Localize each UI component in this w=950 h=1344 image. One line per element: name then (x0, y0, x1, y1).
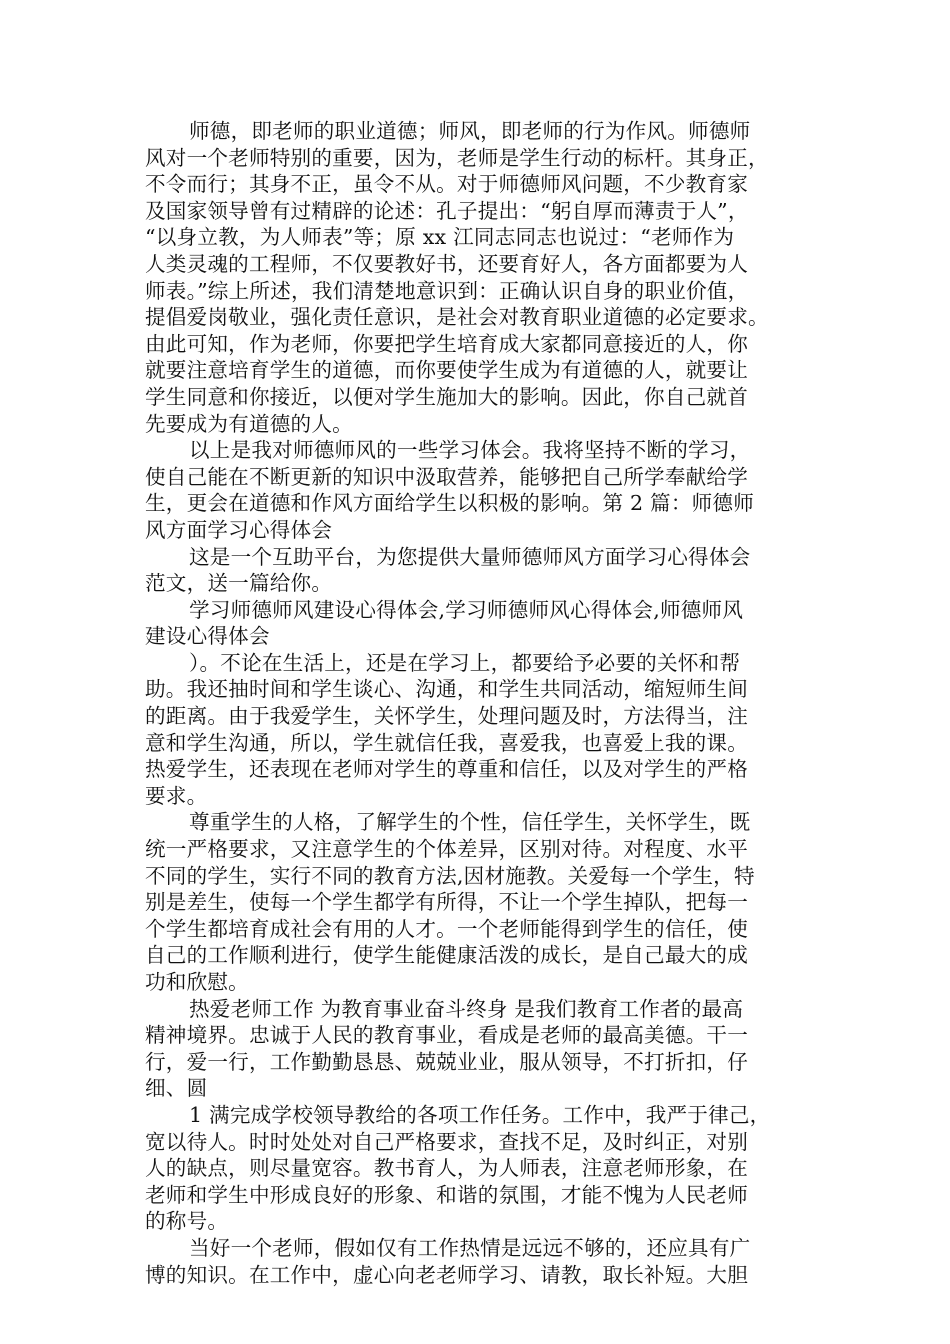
text-line: 学生同意和你接近，以便对学生施加大的影响。因此，你自己就首 (145, 384, 749, 409)
text-line: 要求。 (145, 783, 208, 808)
text-line: 风方面学习心得体会 (145, 517, 333, 542)
text-line: 人类灵魂的工程师，不仅要教好书，还要育好人，各方面都要为人 (145, 251, 749, 276)
text-line: 功和欣慰。 (145, 970, 249, 994)
text-line: 及国家领导曾有过精辟的论述：孔子提出：“躬自厚而薄责于人”， (145, 198, 749, 223)
text-line: 以上是我对师德师风的一些学习体会。我将坚持不断的学习， (189, 438, 751, 463)
text-line: 意和学生沟通，所以，学生就信任我，喜爱我，也喜爱上我的课。 (145, 730, 749, 755)
text-line: 老师和学生中形成良好的形象、和谐的氛围，才能不愧为人民老师 (145, 1182, 749, 1207)
text-line: 1 满完成学校领导教给的各项工作任务。工作中，我严于律己， (189, 1102, 771, 1127)
text-line: ）。不论在生活上，还是在学习上，都要给予必要的关怀和帮 (189, 650, 741, 675)
text-line: 师德，即老师的职业道德；师风，即老师的行为作风。师德师 (189, 119, 751, 143)
text-line: 别是差生，使每一个学生都学有所得，不让一个学生掉队，把每一 (145, 890, 749, 915)
text-line: 精神境界。忠诚于人民的教育事业，看成是老师的最高美德。干一 (145, 1023, 749, 1048)
text-line: 当好一个老师，假如仅有工作热情是远远不够的，还应具有广 (189, 1235, 751, 1260)
text-line: 统一严格要求，又注意学生的个体差异，区别对待。对程度、水平 (145, 837, 749, 862)
text-line: 的距离。由于我爱学生，关怀学生，处理问题及时，方法得当，注 (145, 704, 749, 729)
text-line: 尊重学生的人格，了解学生的个性，信任学生，关怀学生，既 (189, 810, 751, 835)
text-line: 建设心得体会 (145, 624, 270, 649)
text-line: 个学生都培育成社会有用的人才。一个老师能得到学生的信任，使 (145, 916, 749, 941)
text-line: 师表。”综上所述，我们清楚地意识到：正确认识自身的职业价值， (145, 278, 749, 303)
text-line: 宽以待人。时时处处对自己严格要求，查找不足，及时纠正，对别 (145, 1129, 749, 1154)
text-line: 先要成为有道德的人。 (145, 411, 353, 436)
document-body (145, 118, 817, 1288)
text-line: 博的知识。在工作中，虚心向老老师学习、请教，取长补短。大胆 (145, 1262, 749, 1287)
text-line: 自己的工作顺利进行，使学生能健康活泼的成长，是自己最大的成 (145, 943, 749, 968)
text-line: 学习师德师风建设心得体会,学习师德师风心得体会,师德师风 (189, 597, 744, 622)
text-line: 细、圆 (145, 1076, 208, 1101)
text-line: 助。我还抽时间和学生谈心、沟通，和学生共同活动，缩短师生间 (145, 677, 749, 702)
text-line: 生，更会在道德和作风方面给学生以积极的影响。第 2 篇：师德师 (145, 491, 755, 516)
text-line: 提倡爱岗敬业，强化责任意识，是社会对教育职业道德的必定要求。 (145, 305, 769, 330)
text-line: 热爱老师工作 为教育事业奋斗终身 是我们教育工作者的最高 (189, 996, 744, 1021)
text-line: 这是一个互助平台，为您提供大量师德师风方面学习心得体会 (189, 544, 751, 569)
text-line: 行，爱一行，工作勤勤恳恳、兢兢业业，服从领导，不打折扣，仔 (145, 1049, 749, 1074)
text-line: 范文，送一篇给你。 (145, 571, 333, 596)
text-line: 不令而行；其身不正，虽令不从。对于师德师风问题，不少教育家 (145, 172, 749, 197)
text-line: 风对一个老师特别的重要，因为，老师是学生行动的标杆。其身正， (145, 145, 769, 170)
text-line: 就要注意培育学生的道德，而你要使学生成为有道德的人，就要让 (145, 358, 749, 383)
text-line: 使自己能在不断更新的知识中汲取营养，能够把自己所学奉献给学 (145, 464, 749, 489)
text-line: 热爱学生，还表现在老师对学生的尊重和信任，以及对学生的严格 (145, 757, 749, 782)
text-line: 人的缺点，则尽量宽容。教书育人，为人师表，注意老师形象，在 (145, 1156, 749, 1181)
text-line: “以身立教，为人师表”等；原 xx 江同志同志也说过：“老师作为 (145, 225, 735, 250)
text-line: 的称号。 (145, 1209, 229, 1234)
text-line: 由此可知，作为老师，你要把学生培育成大家都同意接近的人，你 (145, 331, 749, 356)
text-line: 不同的学生，实行不同的教育方法,因材施教。关爱每一个学生，特 (145, 863, 755, 888)
